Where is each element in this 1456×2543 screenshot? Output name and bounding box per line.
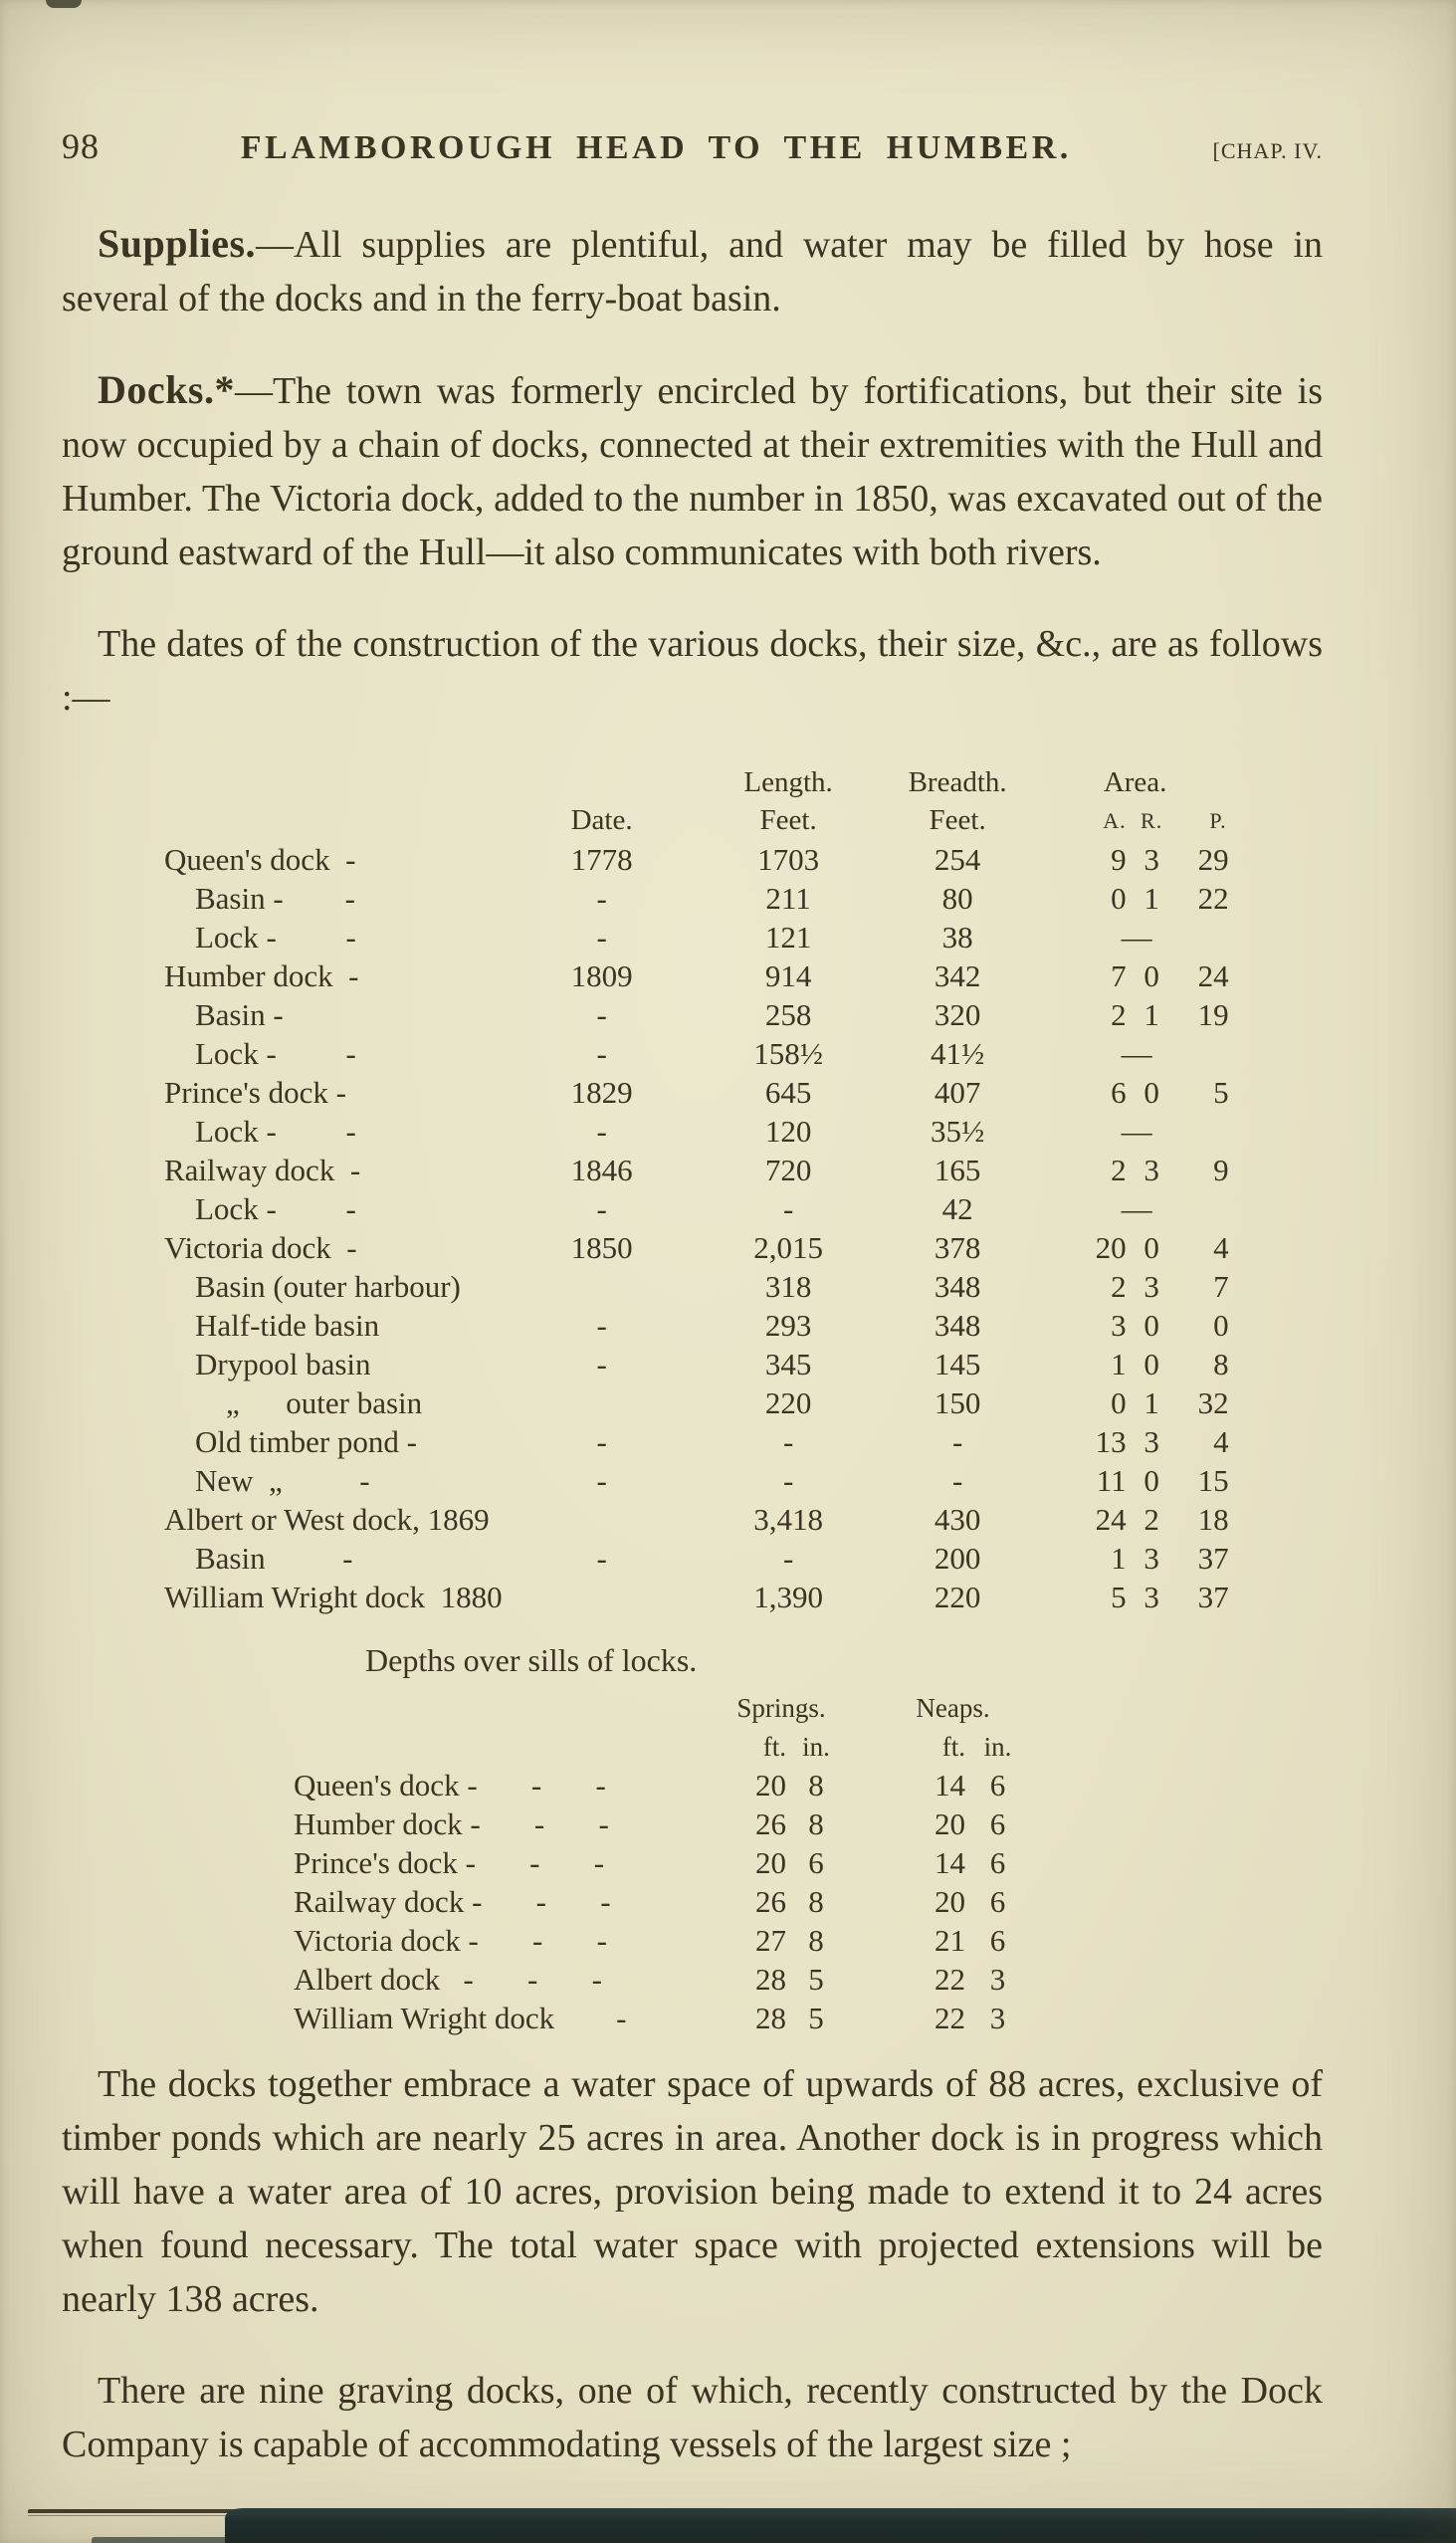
dock-area-roods: 3	[1144, 1424, 1159, 1459]
dock-length: -	[782, 1191, 794, 1226]
dock-name: New „ -	[164, 1463, 370, 1498]
depth-dock-name: Railway dock - - -	[294, 1884, 611, 1919]
spacer-cell	[503, 762, 702, 801]
dock-area-perches: 4	[1213, 1230, 1229, 1265]
depth-springs-ft: 26	[755, 1806, 786, 1841]
dock-table-row	[164, 1228, 1231, 1267]
dock-area-roods: 0	[1144, 1230, 1159, 1265]
dock-breadth: 200	[934, 1541, 981, 1576]
dock-table-row	[164, 1151, 1231, 1189]
dock-table-row	[164, 1422, 1231, 1461]
depth-neaps-in: 6	[989, 1768, 1006, 1802]
dock-area-roods: 1	[1144, 881, 1159, 916]
dock-name: Lock - -	[164, 1191, 356, 1226]
dock-table-row	[164, 1112, 1231, 1151]
depth-neaps-ft: 14	[935, 1845, 965, 1880]
dock-area-acres: 11	[1096, 1463, 1127, 1498]
dock-table-row	[164, 956, 1231, 995]
dock-date: -	[596, 1347, 607, 1381]
dock-breadth: 348	[934, 1269, 981, 1304]
depths-table-row	[294, 1921, 1030, 1960]
dock-area-roods: 2	[1144, 1502, 1159, 1537]
dock-breadth: 165	[934, 1153, 981, 1187]
dock-name: Prince's dock -	[164, 1075, 346, 1110]
col-header-springs-in: in.	[802, 1731, 830, 1762]
depth-neaps-ft: 20	[935, 1884, 965, 1919]
depth-springs-in: 8	[808, 1806, 824, 1841]
dock-breadth: 254	[934, 842, 981, 877]
dock-name: Basin - -	[164, 881, 356, 916]
depth-dock-name: Victoria dock - - -	[294, 1923, 607, 1958]
dock-name: Victoria dock -	[164, 1230, 357, 1265]
depth-springs-in: 8	[808, 1768, 824, 1802]
dock-area-roods: 3	[1144, 1269, 1159, 1304]
spacer-cell	[294, 1727, 687, 1766]
dock-length: -	[782, 1463, 794, 1498]
water-space-paragraph: The docks together embrace a water space of upwards of 88 acres, exclusive of timber ponds which are nearly 25 acres in area. Another dock is in progress which will have a water area of 10 acres, provision being made to extend it to 24 acres when found necessary. The total water space with projected extensions will be nearly 138 acres.	[62, 2063, 1323, 2320]
dock-length: 258	[764, 997, 812, 1032]
dock-area-acres: 1	[1111, 1347, 1127, 1381]
dock-table-header-row-2	[164, 801, 1231, 840]
depth-dock-name: Queen's dock - - -	[294, 1768, 606, 1802]
dock-breadth: 41½	[930, 1036, 985, 1071]
dates-intro-paragraph: The dates of the construction of the various docks, their size, &c., are as follows :—	[62, 623, 1323, 719]
col-header-neaps: Neaps.	[916, 1692, 990, 1723]
dock-area-roods: 0	[1144, 1463, 1159, 1498]
dock-area-acres: 13	[1095, 1424, 1127, 1459]
dock-table-row	[164, 1461, 1231, 1500]
dock-area-roods: 3	[1144, 1541, 1159, 1576]
dock-area-acres: 0	[1111, 1385, 1127, 1420]
dock-area-roods: 1	[1144, 1385, 1159, 1420]
dock-date: 1850	[570, 1230, 633, 1265]
dock-area-acres: 24	[1095, 1502, 1127, 1537]
dock-name: Basin -	[164, 1541, 353, 1576]
dock-area-perches: 9	[1213, 1153, 1229, 1187]
col-header-breadth: Breadth.	[908, 765, 1007, 798]
dock-table-row	[164, 918, 1231, 956]
dock-area-acres: 2	[1111, 997, 1127, 1032]
dock-table-body	[164, 840, 1231, 1616]
dock-name: Lock - -	[164, 1036, 356, 1071]
scan-edge-strip	[92, 2537, 231, 2543]
depth-springs-ft: 20	[755, 1768, 786, 1802]
dock-name: „ outer basin	[164, 1385, 423, 1420]
depths-table-row	[294, 1804, 1030, 1843]
dock-length: 121	[764, 920, 812, 954]
dock-length: 720	[764, 1153, 812, 1187]
dock-name: Lock - -	[164, 1114, 356, 1149]
supplies-text: —All supplies are plentiful, and water may be filled by hose in several of the docks and in the ferry-boat basin.	[62, 224, 1323, 319]
dock-area-acres: 1	[1111, 1541, 1127, 1576]
dock-breadth: 38	[941, 920, 973, 954]
depths-table-row	[294, 1882, 1030, 1921]
chapter-label: [CHAP. IV.	[1212, 138, 1323, 163]
dock-table-row	[164, 1034, 1231, 1073]
dock-date: 1846	[570, 1153, 633, 1187]
dock-breadth: 220	[934, 1580, 981, 1614]
dock-table-row	[164, 1306, 1231, 1345]
depth-neaps-ft: 22	[935, 2001, 965, 2035]
dock-name: Old timber pond -	[164, 1424, 417, 1459]
dock-area-roods: 0	[1144, 1075, 1159, 1110]
depths-title: Depths over sills of locks.	[365, 1642, 698, 1678]
dock-date: -	[596, 997, 607, 1032]
dock-date	[503, 1267, 702, 1306]
depth-dock-name: William Wright dock -	[294, 2001, 627, 2035]
col-header-springs-ft: ft.	[762, 1731, 786, 1762]
dock-table-row	[164, 995, 1231, 1034]
dock-table-row	[164, 1345, 1231, 1383]
dock-date: -	[596, 1308, 607, 1343]
dock-length: 345	[764, 1347, 812, 1381]
depths-table-body	[294, 1766, 1030, 2037]
dock-breadth: 320	[934, 997, 981, 1032]
depth-springs-ft: 20	[755, 1845, 786, 1880]
depth-neaps-in: 6	[989, 1845, 1006, 1880]
dock-area-acres: 2	[1111, 1153, 1127, 1187]
dock-name: Drypool basin	[164, 1347, 371, 1381]
depth-neaps-in: 3	[989, 1962, 1006, 1997]
depth-neaps-ft: 20	[935, 1806, 965, 1841]
depths-header-row-1	[294, 1688, 1030, 1727]
col-header-perches: P.	[1209, 808, 1227, 833]
depth-dock-name: Humber dock - - -	[294, 1806, 609, 1841]
supplies-paragraph	[62, 217, 1323, 325]
dock-area-acres: 7	[1111, 958, 1127, 993]
dock-date: -	[596, 881, 607, 916]
dock-name: Lock - -	[164, 920, 356, 954]
col-header-date: Date.	[570, 804, 633, 836]
dock-date: 1829	[570, 1075, 633, 1110]
dock-table-row	[164, 1073, 1231, 1112]
depth-springs-in: 8	[808, 1923, 824, 1958]
dock-name: Basin (outer harbour)	[164, 1269, 461, 1304]
depth-neaps-in: 6	[989, 1806, 1006, 1841]
dock-length: -	[782, 1541, 794, 1576]
dock-area-perches: 8	[1213, 1347, 1229, 1381]
dock-area-perches: 29	[1197, 842, 1229, 877]
dock-table-row	[164, 1383, 1231, 1422]
dock-area-blank: —	[1121, 1114, 1152, 1149]
dock-date: -	[596, 1463, 607, 1498]
dock-table-row	[164, 1539, 1231, 1578]
dock-name: Queen's dock -	[164, 842, 356, 877]
dock-date: 1809	[570, 958, 633, 993]
dock-area-blank: —	[1121, 1036, 1152, 1071]
dock-area-perches: 18	[1197, 1502, 1229, 1537]
depth-springs-ft: 27	[755, 1923, 786, 1958]
spacer-cell	[164, 801, 503, 840]
dock-name: Basin -	[164, 997, 284, 1032]
dock-table-row	[164, 1578, 1231, 1616]
dock-length: 318	[764, 1269, 812, 1304]
col-header-breadth-unit: Feet.	[929, 804, 986, 836]
dock-length: 1703	[757, 842, 820, 877]
dock-name: Humber dock -	[164, 958, 359, 993]
dock-table-row	[164, 1189, 1231, 1228]
scan-edge-band	[225, 2508, 1456, 2543]
depth-neaps-ft: 21	[935, 1923, 965, 1958]
dock-area-acres: 3	[1111, 1308, 1127, 1343]
dock-area-perches: 19	[1197, 997, 1229, 1032]
dock-breadth: 35½	[930, 1114, 985, 1149]
dock-name: William Wright dock 1880	[164, 1580, 503, 1614]
depths-table	[294, 1688, 1030, 2037]
dock-table-row	[164, 840, 1231, 879]
col-header-length: Length.	[743, 765, 833, 798]
dock-date: 1778	[570, 842, 633, 877]
dock-area-perches: 5	[1213, 1075, 1229, 1110]
dock-date: -	[596, 1191, 607, 1226]
dock-name: Albert or West dock, 1869	[164, 1502, 490, 1537]
dock-table-row	[164, 879, 1231, 918]
dock-breadth: 42	[941, 1191, 973, 1226]
dock-area-perches: 0	[1213, 1308, 1229, 1343]
graving-docks-paragraph: There are nine graving docks, one of which, recently constructed by the Dock Company is capable of accommodating vessels of the largest size ;	[62, 2370, 1323, 2465]
col-header-springs: Springs.	[736, 1692, 826, 1723]
col-header-neaps-ft: ft.	[941, 1731, 965, 1762]
dock-area-blank: —	[1121, 1191, 1152, 1226]
dock-date	[503, 1500, 702, 1539]
dock-breadth: 80	[941, 881, 973, 916]
depths-table-row	[294, 1999, 1030, 2037]
dock-length: -	[782, 1424, 794, 1459]
dock-dimensions-table	[164, 762, 1231, 1616]
dock-table-header-row-1	[164, 762, 1231, 801]
dock-date	[503, 1578, 702, 1616]
dock-area-roods: 0	[1144, 958, 1159, 993]
dock-area-perches: 4	[1213, 1424, 1229, 1459]
dock-area-roods: 0	[1144, 1308, 1159, 1343]
dock-area-perches: 22	[1197, 881, 1229, 916]
dock-area-roods: 3	[1144, 842, 1159, 877]
spacer-cell	[164, 762, 503, 801]
dock-length: 158½	[753, 1036, 823, 1071]
dock-area-acres: 20	[1095, 1230, 1127, 1265]
depth-springs-ft: 28	[755, 2001, 786, 2035]
spacer-cell	[294, 1688, 687, 1727]
depths-table-row	[294, 1960, 1030, 1999]
dock-date: -	[596, 1541, 607, 1576]
dock-area-roods: 3	[1144, 1153, 1159, 1187]
docks-heading: Docks.*	[98, 367, 235, 412]
dock-length: 120	[764, 1114, 812, 1149]
dock-area-blank: —	[1121, 920, 1152, 954]
dock-area-perches: 7	[1213, 1269, 1229, 1304]
dock-area-acres: 6	[1111, 1075, 1127, 1110]
dock-breadth: 378	[934, 1230, 981, 1265]
dock-area-perches: 24	[1197, 958, 1229, 993]
dock-table-row	[164, 1500, 1231, 1539]
col-header-acres: A.	[1103, 808, 1127, 833]
dock-date	[503, 1383, 702, 1422]
depths-header-row-2	[294, 1727, 1030, 1766]
docks-text: —The town was formerly encircled by fortifications, but their site is now occupied by a chain of docks, connected at their extremities with the Hull and Humber. The Victoria dock, added to the number in 1850, was excavated out of the ground eastward of the Hull—it also communicates with both rivers.	[62, 370, 1323, 573]
dock-area-perches: 32	[1197, 1385, 1229, 1420]
col-header-neaps-in: in.	[983, 1731, 1012, 1762]
depth-springs-in: 8	[808, 1884, 824, 1919]
col-header-roods: R.	[1141, 808, 1163, 833]
dock-date: -	[596, 1114, 607, 1149]
depths-table-row	[294, 1766, 1030, 1804]
dock-table-row	[164, 1267, 1231, 1306]
dock-date: -	[596, 920, 607, 954]
dock-length: 914	[764, 958, 812, 993]
dock-breadth: -	[951, 1424, 963, 1459]
dock-area-perches: 37	[1197, 1541, 1229, 1576]
dock-area-acres: 9	[1111, 842, 1127, 877]
dock-length: 2,015	[753, 1230, 823, 1265]
dock-breadth: 348	[934, 1308, 981, 1343]
running-title: FLAMBOROUGH HEAD TO THE HUMBER.	[240, 129, 1072, 166]
col-header-length-unit: Feet.	[759, 804, 817, 836]
dock-breadth: 407	[934, 1075, 981, 1110]
depth-dock-name: Prince's dock - - -	[294, 1845, 605, 1880]
col-header-area: Area.	[1103, 765, 1167, 798]
dock-date: -	[596, 1424, 607, 1459]
dock-breadth: 430	[934, 1502, 981, 1537]
dock-area-acres: 5	[1111, 1580, 1127, 1614]
dock-breadth: 150	[934, 1385, 981, 1420]
dock-area-acres: 0	[1111, 881, 1127, 916]
dock-breadth: 342	[934, 958, 981, 993]
dock-name: Railway dock -	[164, 1153, 361, 1187]
depth-springs-in: 5	[808, 1962, 824, 1997]
dock-breadth: 145	[934, 1347, 981, 1381]
dock-breadth: -	[951, 1463, 963, 1498]
page-number: 98	[62, 126, 100, 166]
running-head	[62, 125, 1323, 169]
dock-area-perches: 15	[1197, 1463, 1229, 1498]
depth-neaps-in: 6	[989, 1884, 1006, 1919]
dock-area-acres: 2	[1111, 1269, 1127, 1304]
depth-neaps-ft: 22	[935, 1962, 965, 1997]
depth-springs-in: 5	[808, 2001, 824, 2035]
dock-length: 293	[764, 1308, 812, 1343]
dock-date: -	[596, 1036, 607, 1071]
depth-springs-ft: 26	[755, 1884, 786, 1919]
dock-area-roods: 3	[1144, 1580, 1159, 1614]
dock-length: 645	[764, 1075, 812, 1110]
depth-neaps-in: 6	[989, 1923, 1006, 1958]
dock-area-roods: 1	[1144, 997, 1159, 1032]
depth-springs-ft: 28	[755, 1962, 786, 1997]
depth-springs-in: 6	[808, 1845, 824, 1880]
dock-length: 1,390	[753, 1580, 823, 1614]
supplies-heading: Supplies.	[98, 221, 257, 266]
depths-table-row	[294, 1843, 1030, 1882]
dock-length: 211	[765, 881, 811, 916]
docks-paragraph	[62, 363, 1323, 579]
dock-length: 3,418	[753, 1502, 823, 1537]
depth-neaps-in: 3	[989, 2001, 1006, 2035]
dock-area-perches: 37	[1197, 1580, 1229, 1614]
dock-length: 220	[764, 1385, 812, 1420]
dock-area-roods: 0	[1144, 1347, 1159, 1381]
dock-name: Half-tide basin	[164, 1308, 380, 1343]
depth-dock-name: Albert dock - - -	[294, 1962, 602, 1997]
depth-neaps-ft: 14	[935, 1768, 965, 1802]
